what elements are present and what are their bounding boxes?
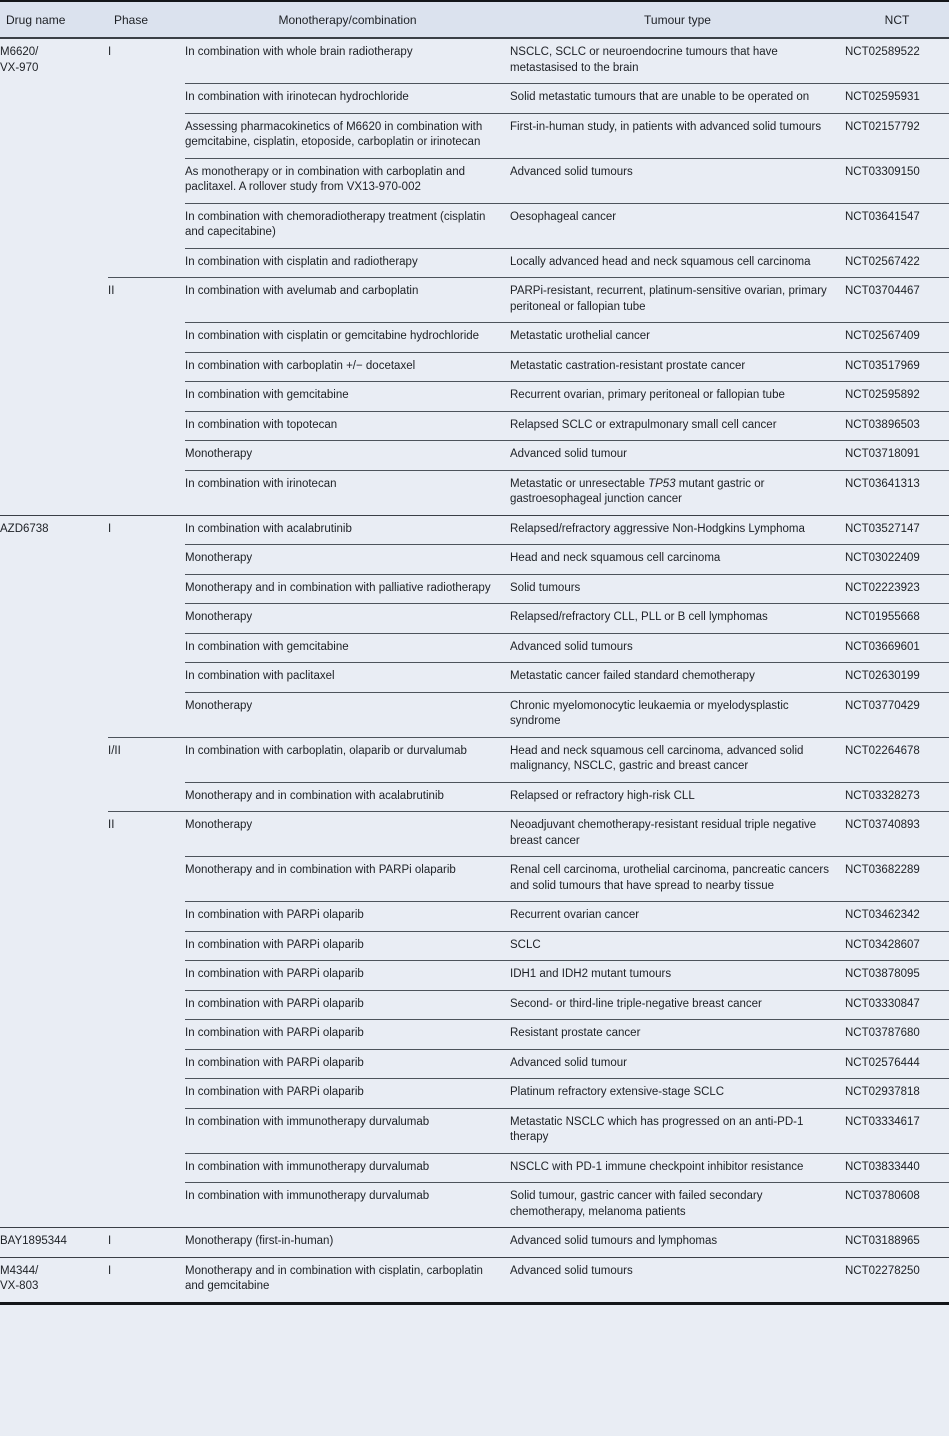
- tumour-type-cell: Metastatic or unresectable TP53 mutant gastric or gastroesophageal junction cancer: [510, 470, 845, 515]
- nct-id-cell: NCT03669601: [845, 633, 949, 663]
- tumour-type-cell: Metastatic urothelial cancer: [510, 323, 845, 353]
- tumour-type-cell: Advanced solid tumour: [510, 441, 845, 471]
- tumour-type-cell: Head and neck squamous cell carcinoma, advanced solid malignancy, NSCLC, gastric and breast cancer: [510, 737, 845, 782]
- nct-id-cell: NCT03896503: [845, 411, 949, 441]
- combination-cell: In combination with whole brain radiotherapy: [185, 46, 413, 58]
- nct-id-cell: NCT02567409: [845, 323, 949, 353]
- italic-gene-name: TP53: [648, 477, 676, 490]
- nct-id-cell: NCT03309150: [845, 158, 949, 203]
- combination-cell: In combination with PARPi olaparib: [185, 1020, 510, 1050]
- nct-id-cell: NCT03718091: [845, 441, 949, 471]
- tumour-type-cell: Renal cell carcinoma, urothelial carcinoma, pancreatic cancers and solid tumours that have spread to nearby tissue: [510, 857, 845, 902]
- tumour-type-cell: Neoadjuvant chemotherapy-resistant residual triple negative breast cancer: [510, 812, 845, 857]
- tumour-type-cell: Recurrent ovarian cancer: [510, 902, 845, 932]
- tumour-type-cell: Locally advanced head and neck squamous cell carcinoma: [510, 248, 845, 278]
- combination-cell: Monotherapy and in combination with cisplatin, carboplatin and gemcitabine: [185, 1257, 510, 1303]
- tumour-type-cell: Metastatic castration-resistant prostate cancer: [510, 352, 845, 382]
- nct-id-cell: NCT02937818: [845, 1079, 949, 1109]
- combination-cell: Monotherapy and in combination with acalabrutinib: [185, 782, 510, 812]
- nct-id-cell: NCT01955668: [845, 604, 949, 634]
- trial-row: [0, 737, 949, 782]
- nct-id-cell: NCT03428607: [845, 931, 949, 961]
- combination-cell: In combination with PARPi olaparib: [185, 902, 510, 932]
- combination-cell: In combination with PARPi olaparib: [185, 961, 510, 991]
- combination-cell: Monotherapy: [185, 692, 510, 737]
- tumour-type-cell: Relapsed/refractory aggressive Non-Hodgkins Lymphoma: [510, 515, 845, 545]
- combination-cell: In combination with immunotherapy durvalumab: [185, 1183, 510, 1228]
- phase-cell: I: [108, 1228, 185, 1258]
- combination-cell: In combination with PARPi olaparib: [185, 1079, 510, 1109]
- combination-cell: In combination with avelumab and carboplatin: [185, 278, 510, 323]
- nct-id-cell: NCT02223923: [845, 574, 949, 604]
- phase-cell: II: [108, 812, 185, 1228]
- nct-id-cell: NCT03878095: [845, 961, 949, 991]
- column-header-monotherapy-combination: Monotherapy/combination: [185, 1, 510, 38]
- combination-cell: In combination with immunotherapy durvalumab: [185, 1108, 510, 1153]
- phase-cell: I: [108, 1257, 185, 1303]
- combination-cell: Monotherapy: [185, 545, 510, 575]
- tumour-type-cell: First-in-human study, in patients with advanced solid tumours: [510, 113, 845, 158]
- combination-cell: In combination with topotecan: [185, 411, 510, 441]
- tumour-type-cell: Relapsed SCLC or extrapulmonary small cell cancer: [510, 411, 845, 441]
- tumour-type-cell: Second- or third-line triple-negative breast cancer: [510, 990, 845, 1020]
- phase-cell: I: [108, 46, 112, 58]
- tumour-type-cell: IDH1 and IDH2 mutant tumours: [510, 961, 845, 991]
- phase-cell: I: [108, 515, 185, 737]
- tumour-type-cell: Platinum refractory extensive-stage SCLC: [510, 1079, 845, 1109]
- tumour-type-cell: PARPi-resistant, recurrent, platinum-sensitive ovarian, primary peritoneal or fallopian tube: [510, 278, 845, 323]
- combination-cell: Monotherapy: [185, 812, 510, 857]
- phase-cell: I/II: [108, 737, 185, 812]
- tumour-type-cell: Solid tumour, gastric cancer with failed secondary chemotherapy, melanoma patients: [510, 1183, 845, 1228]
- trial-row: [0, 515, 949, 545]
- header-row: [0, 1, 949, 38]
- tumour-type-cell: Solid tumours: [510, 574, 845, 604]
- combination-cell: In combination with cisplatin and radiotherapy: [185, 248, 510, 278]
- tumour-type-cell: Solid metastatic tumours that are unable to be operated on: [510, 84, 845, 114]
- combination-cell: Monotherapy: [185, 604, 510, 634]
- combination-cell: In combination with PARPi olaparib: [185, 931, 510, 961]
- tumour-type-cell: Resistant prostate cancer: [510, 1020, 845, 1050]
- trial-row: [0, 1257, 949, 1303]
- table-header: [0, 1, 949, 38]
- nct-id-cell: NCT02630199: [845, 663, 949, 693]
- combination-cell: In combination with acalabrutinib: [185, 515, 510, 545]
- nct-id-cell: NCT03641313: [845, 470, 949, 515]
- combination-cell: In combination with carboplatin, olaparib or durvalumab: [185, 737, 510, 782]
- drug-name-cell: M4344/ VX-803: [0, 1257, 108, 1303]
- tumour-type-cell: Relapsed or refractory high-risk CLL: [510, 782, 845, 812]
- combination-cell: In combination with chemoradiotherapy treatment (cisplatin and capecitabine): [185, 203, 510, 248]
- trial-row: [0, 38, 949, 84]
- column-header-nct: NCT: [845, 1, 949, 38]
- combination-cell: In combination with irinotecan: [185, 470, 510, 515]
- tumour-type-cell: Recurrent ovarian, primary peritoneal or fallopian tube: [510, 382, 845, 412]
- tumour-type-cell: NSCLC with PD-1 immune checkpoint inhibitor resistance: [510, 1153, 845, 1183]
- drug-name-cell: AZD6738: [0, 515, 108, 1228]
- combination-cell: Monotherapy (first-in-human): [185, 1228, 510, 1258]
- tumour-type-cell: Metastatic NSCLC which has progressed on an anti-PD-1 therapy: [510, 1108, 845, 1153]
- drug-name-cell: M6620/ VX-970: [0, 46, 39, 74]
- nct-id-cell: NCT03517969: [845, 352, 949, 382]
- table-body: [0, 38, 949, 1303]
- tumour-type-cell: Advanced solid tumours: [510, 158, 845, 203]
- tumour-type-cell: Metastatic cancer failed standard chemotherapy: [510, 663, 845, 693]
- column-header-phase: Phase: [108, 1, 185, 38]
- combination-cell: As monotherapy or in combination with carboplatin and paclitaxel. A rollover study from VX13-970-002: [185, 158, 510, 203]
- nct-id-cell: NCT02278250: [845, 1257, 949, 1303]
- tumour-type-cell: SCLC: [510, 931, 845, 961]
- nct-id-cell: NCT03328273: [845, 782, 949, 812]
- nct-id-cell: NCT03641547: [845, 203, 949, 248]
- combination-cell: In combination with irinotecan hydrochloride: [185, 84, 510, 114]
- trial-row: [0, 812, 949, 857]
- nct-id-cell: NCT03770429: [845, 692, 949, 737]
- combination-cell: Monotherapy and in combination with palliative radiotherapy: [185, 574, 510, 604]
- nct-id-cell: NCT03833440: [845, 1153, 949, 1183]
- column-header-drug-name: Drug name: [0, 1, 108, 38]
- nct-id-cell: NCT03787680: [845, 1020, 949, 1050]
- nct-id-cell: NCT02589522: [845, 46, 920, 58]
- nct-id-cell: NCT03527147: [845, 515, 949, 545]
- nct-id-cell: NCT03740893: [845, 812, 949, 857]
- combination-cell: Assessing pharmacokinetics of M6620 in combination with gemcitabine, cisplatin, etoposide, carboplatin or irinotecan: [185, 113, 510, 158]
- nct-id-cell: NCT03462342: [845, 902, 949, 932]
- nct-id-cell: NCT03704467: [845, 278, 949, 323]
- nct-id-cell: NCT03780608: [845, 1183, 949, 1228]
- tumour-type-cell: Advanced solid tumours: [510, 1257, 845, 1303]
- combination-cell: In combination with PARPi olaparib: [185, 990, 510, 1020]
- tumour-type-cell: Relapsed/refractory CLL, PLL or B cell lymphomas: [510, 604, 845, 634]
- trial-row: [0, 1228, 949, 1258]
- trial-row: [0, 278, 949, 323]
- nct-id-cell: NCT02595892: [845, 382, 949, 412]
- combination-cell: In combination with immunotherapy durvalumab: [185, 1153, 510, 1183]
- nct-id-cell: NCT03022409: [845, 545, 949, 575]
- combination-cell: Monotherapy and in combination with PARPi olaparib: [185, 857, 510, 902]
- nct-id-cell: NCT02576444: [845, 1049, 949, 1079]
- combination-cell: In combination with gemcitabine: [185, 633, 510, 663]
- column-header-tumour-type: Tumour type: [510, 1, 845, 38]
- tumour-type-cell: Advanced solid tumour: [510, 1049, 845, 1079]
- combination-cell: In combination with carboplatin +/− docetaxel: [185, 352, 510, 382]
- drug-name-cell: BAY1895344: [0, 1228, 108, 1258]
- nct-id-cell: NCT02157792: [845, 113, 949, 158]
- nct-id-cell: NCT03188965: [845, 1228, 949, 1258]
- tumour-type-cell: Oesophageal cancer: [510, 203, 845, 248]
- nct-id-cell: NCT02595931: [845, 84, 949, 114]
- nct-id-cell: NCT03330847: [845, 990, 949, 1020]
- tumour-type-cell: Head and neck squamous cell carcinoma: [510, 545, 845, 575]
- combination-cell: In combination with cisplatin or gemcitabine hydrochloride: [185, 323, 510, 353]
- tumour-type-cell: Advanced solid tumours: [510, 633, 845, 663]
- nct-id-cell: NCT02264678: [845, 737, 949, 782]
- tumour-type-cell: NSCLC, SCLC or neuroendocrine tumours that have metastasised to the brain: [510, 46, 778, 74]
- phase-cell: II: [108, 278, 185, 516]
- tumour-type-cell: Chronic myelomonocytic leukaemia or myelodysplastic syndrome: [510, 692, 845, 737]
- combination-cell: In combination with gemcitabine: [185, 382, 510, 412]
- nct-id-cell: NCT03334617: [845, 1108, 949, 1153]
- combination-cell: In combination with paclitaxel: [185, 663, 510, 693]
- combination-cell: Monotherapy: [185, 441, 510, 471]
- tumour-type-cell: Advanced solid tumours and lymphomas: [510, 1228, 845, 1258]
- combination-cell: In combination with PARPi olaparib: [185, 1049, 510, 1079]
- nct-id-cell: NCT02567422: [845, 248, 949, 278]
- nct-id-cell: NCT03682289: [845, 857, 949, 902]
